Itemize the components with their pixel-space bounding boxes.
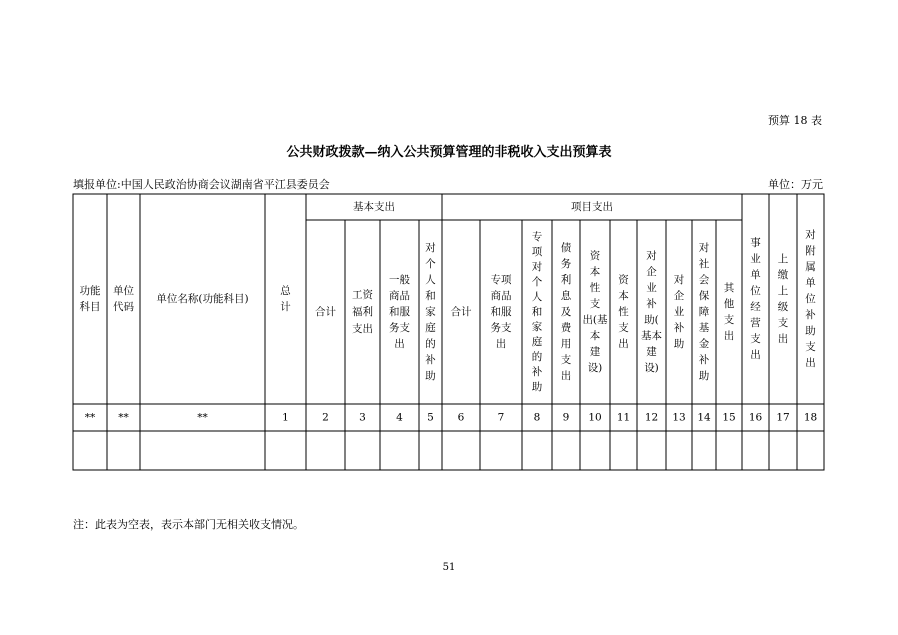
- header-basic-group: 基本支出: [353, 201, 395, 213]
- header-debt-interest: 用: [560, 338, 572, 350]
- code-cell: **: [84, 411, 96, 424]
- header-special-to-person: 和: [531, 306, 543, 318]
- header-capital-basic: 资: [589, 250, 601, 262]
- header-wages: 福利: [352, 306, 373, 318]
- header-special-to-person: 对: [531, 261, 543, 273]
- header-debt-interest: 债: [560, 242, 572, 254]
- header-special-to-person: 项: [531, 246, 543, 258]
- code-cell: 12: [644, 411, 659, 424]
- header-debt-interest: 支: [560, 354, 572, 366]
- header-turn-over: 级: [777, 301, 789, 313]
- header-social-security: 社: [698, 258, 710, 270]
- header-basic-to-person: 助: [425, 370, 436, 382]
- header-institution: 出: [750, 349, 761, 361]
- header-special-to-person: 庭: [531, 336, 543, 348]
- header-general-goods: 出: [394, 338, 405, 350]
- header-basic-to-person: 和: [425, 290, 436, 302]
- header-debt-interest: 务: [560, 258, 572, 270]
- header-enterprise: 对: [673, 274, 685, 286]
- header-capital-basic: 本: [589, 330, 601, 342]
- header-special-goods: 商品: [490, 290, 512, 302]
- header-func-subject: 功能: [79, 285, 101, 297]
- header-enterprise-basic: 补: [646, 298, 657, 310]
- footnote: 注：此表为空表，表示本部门无相关收支情况。: [73, 518, 304, 531]
- header-total: 总: [280, 285, 291, 297]
- header-basic-to-person: 对: [425, 242, 436, 254]
- header-basic-to-person: 个: [425, 258, 436, 270]
- header-other: 他: [723, 298, 735, 310]
- header-wages: 工资: [352, 289, 373, 301]
- header-debt-interest: 及: [560, 306, 572, 318]
- code-cell: 18: [803, 411, 818, 424]
- code-cell: 5: [427, 411, 434, 424]
- header-affiliated: 位: [805, 293, 816, 305]
- page-title: 公共财政拨款—纳入公共预算管理的非税收入支出预算表: [286, 145, 612, 160]
- header-capital: 本: [618, 290, 629, 302]
- header-general-goods: 务支: [389, 322, 410, 334]
- table-number: 预算 18 表: [768, 114, 822, 127]
- header-basic-to-person: 补: [425, 354, 436, 366]
- header-basic-to-person: 人: [425, 274, 436, 286]
- header-enterprise-basic: 建: [646, 346, 657, 358]
- code-cell: 2: [322, 411, 329, 424]
- header-unit-code: 代码: [113, 301, 134, 313]
- header-other: 出: [723, 330, 735, 342]
- code-cell: 16: [748, 411, 763, 424]
- code-cell: 4: [396, 411, 403, 424]
- header-basic-total: 合计: [315, 306, 336, 318]
- code-cell: 7: [497, 411, 505, 424]
- code-cell: 14: [697, 411, 711, 424]
- header-social-security: 金: [698, 338, 710, 350]
- header-capital-basic: 性: [589, 282, 601, 294]
- header-affiliated: 单: [805, 277, 816, 289]
- header-special-to-person: 助: [531, 381, 543, 393]
- header-affiliated: 补: [805, 309, 816, 321]
- header-enterprise-basic: 基本: [641, 330, 662, 342]
- header-capital: 出: [618, 338, 629, 350]
- header-project-group: 项目支出: [571, 201, 613, 213]
- header-affiliated: 支: [805, 341, 816, 353]
- header-social-security: 会: [698, 274, 710, 286]
- header-turn-over: 支: [777, 317, 789, 329]
- unit-label: 单位：万元: [768, 178, 823, 191]
- header-enterprise-basic: 设): [644, 362, 659, 374]
- header-general-goods: 和服: [389, 306, 410, 318]
- header-turn-over: 缴: [777, 269, 789, 281]
- code-cell: 9: [562, 411, 570, 424]
- header-special-to-person: 个: [531, 276, 543, 288]
- header-enterprise-basic: 对: [646, 250, 657, 262]
- header-special-to-person: 的: [531, 351, 543, 363]
- header-institution: 业: [750, 253, 761, 265]
- header-capital: 性: [618, 306, 629, 318]
- code-cell: **: [197, 411, 208, 424]
- header-capital-basic: 建: [589, 346, 601, 358]
- header-capital-basic: 出(基: [582, 314, 608, 326]
- header-affiliated: 对: [805, 229, 816, 241]
- header-project-total: 合计: [450, 306, 472, 318]
- header-wages: 支出: [352, 323, 373, 335]
- header-other: 支: [723, 314, 735, 326]
- header-institution: 经: [750, 301, 761, 313]
- header-institution: 位: [750, 285, 761, 297]
- header-debt-interest: 费: [560, 322, 572, 334]
- code-cell: 15: [722, 411, 736, 424]
- header-debt-interest: 出: [560, 370, 572, 382]
- header-enterprise-basic: 业: [646, 282, 657, 294]
- header-social-security: 补: [698, 354, 710, 366]
- header-capital: 支: [618, 322, 629, 334]
- header-total: 计: [280, 301, 291, 313]
- header-turn-over: 上: [777, 285, 789, 297]
- header-special-to-person: 人: [531, 291, 543, 303]
- header-debt-interest: 息: [560, 290, 572, 302]
- code-cell: 6: [457, 411, 465, 424]
- header-turn-over: 上: [777, 253, 789, 265]
- header-enterprise: 业: [673, 306, 685, 318]
- header-enterprise: 补: [673, 322, 685, 334]
- header-special-goods: 专项: [490, 274, 512, 286]
- header-capital-basic: 本: [589, 266, 601, 278]
- header-other: 其: [723, 282, 735, 294]
- header-institution: 支: [750, 333, 761, 345]
- page-number: 51: [442, 562, 456, 573]
- header-unit-code: 单位: [113, 285, 134, 297]
- header-capital-basic: 设): [587, 362, 603, 374]
- header-capital-basic: 支: [589, 298, 601, 310]
- code-cell: 13: [672, 411, 686, 424]
- header-func-subject: 科目: [79, 301, 101, 313]
- header-basic-to-person: 庭: [425, 322, 436, 334]
- header-social-security: 对: [698, 242, 710, 254]
- table-border: [73, 194, 824, 470]
- header-turn-over: 出: [777, 333, 789, 345]
- header-enterprise: 企: [673, 290, 685, 302]
- header-enterprise: 助: [673, 338, 685, 350]
- code-cell: 10: [588, 411, 602, 424]
- code-cell: 17: [776, 411, 790, 424]
- code-cell: 11: [616, 411, 631, 424]
- code-cell: **: [118, 411, 129, 424]
- header-unit-name: 单位名称(功能科目): [156, 293, 249, 305]
- header-affiliated: 属: [805, 261, 816, 273]
- header-social-security: 保: [698, 290, 710, 302]
- header-affiliated: 出: [805, 357, 816, 369]
- header-special-goods: 和服: [490, 306, 512, 318]
- header-institution: 事: [750, 237, 761, 249]
- filler-unit: 填报单位:中国人民政治协商会议湖南省平江县委员会: [73, 178, 330, 191]
- header-special-goods: 出: [495, 338, 507, 350]
- header-special-to-person: 专: [531, 231, 543, 243]
- header-special-goods: 务支: [490, 322, 512, 334]
- code-cell: 3: [359, 411, 366, 424]
- header-institution: 营: [750, 317, 761, 329]
- header-social-security: 障: [698, 306, 710, 318]
- header-general-goods: 一般: [389, 274, 410, 286]
- header-debt-interest: 利: [560, 274, 572, 286]
- header-enterprise-basic: 企: [646, 266, 657, 278]
- code-cell: 1: [282, 411, 289, 424]
- header-capital: 资: [618, 274, 629, 286]
- header-social-security: 助: [698, 370, 710, 382]
- header-institution: 单: [750, 269, 761, 281]
- header-basic-to-person: 的: [425, 338, 436, 350]
- code-cell: 8: [533, 411, 541, 424]
- header-basic-to-person: 家: [425, 306, 436, 318]
- header-social-security: 基: [698, 322, 710, 334]
- header-enterprise-basic: 助(: [644, 314, 659, 326]
- header-affiliated: 附: [805, 245, 816, 257]
- header-special-to-person: 补: [531, 366, 543, 378]
- header-general-goods: 商品: [389, 290, 410, 302]
- header-special-to-person: 家: [531, 321, 543, 333]
- header-affiliated: 助: [805, 325, 816, 337]
